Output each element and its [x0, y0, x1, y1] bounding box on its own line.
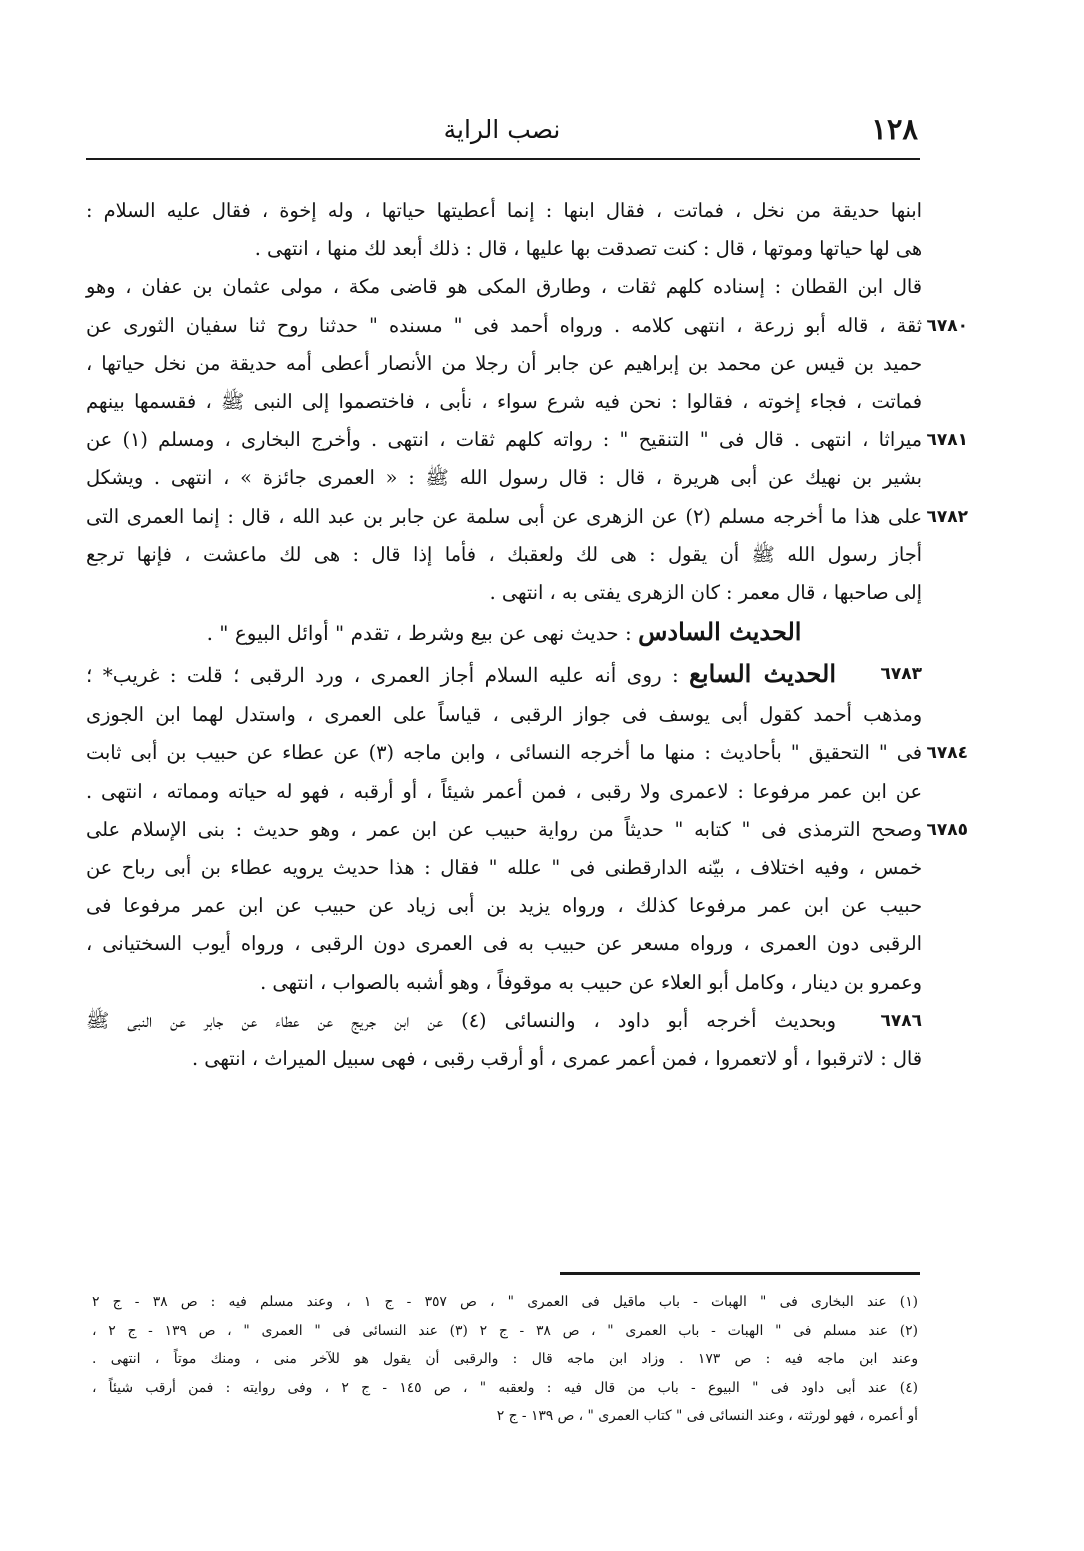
text-line: قال ابن القطان : إسناده كلهم ثقات ، وطارق المكى هو قاضى مكة ، مولى عثمان بن عفان ، وهو: [86, 275, 922, 299]
text-line: وعمرو بن دينار ، وكامل أبو العلاء عن حبيب به موقوفاً ، وهو أشبه بالصواب ، انتهى .: [260, 970, 922, 994]
text-line: ومذهب أحمد كقول أبى يوسف فى جواز الرقبى ، قياساً على العمرى ، واستدل لهما ابن الجوزى: [86, 703, 922, 727]
text-line: على هذا ما أخرجه مسلم (٢) عن الزهرى عن أبى سلمة عن جابر بن عبد الله ، قال : إنما العمرى التى: [86, 504, 922, 528]
main-text: [86, 192, 968, 1078]
footnotes: [92, 1288, 918, 1431]
text-line: بشير بن نهيك عن أبى هريرة ، قال : قال رسول الله ﷺ : « العمرى جائزة » ، انتهى . ويشكل: [86, 466, 922, 490]
hadith-number: ٦٧٨٠: [926, 315, 968, 336]
hadith-label: الحديث السابع: [689, 659, 836, 689]
text-line: ثقة ، قاله أبو زرعة ، انتهى كلامه . ورواه أحمد فى " مسنده " حدثنا روح ثنا سفيان الثورى عن: [86, 313, 922, 337]
footnote-divider: [560, 1272, 920, 1275]
hadith-number: ٦٧٨٤: [926, 743, 968, 764]
hadith-number: ٦٧٨٢: [926, 506, 968, 527]
text-line-with-number: [86, 498, 968, 536]
section-heading-7: الحديث السابع : روى أنه عليه السلام أجاز العمرى ، ورد الرقبى ؛ قلت : غريب* ؛: [86, 659, 836, 689]
text-line: قال : لاترقبوا ، أو لاتعمروا ، فمن أعمر عمرى ، أو أرقب رقبى ، فهى سبيل الميراث ، انتهى .: [192, 1047, 922, 1071]
hadith-label: الحديث السادس: [638, 617, 802, 647]
hadith-number: ٦٧٨٦: [880, 1010, 922, 1031]
text-line: الرقبى دون العمرى ، ورواه مسعر عن حبيب به فى العمرى دون الرقبى ، ورواه أيوب السختيانى ،: [86, 932, 922, 956]
text-line: خمس ، وفيه اختلاف ، بيّنه الدارقطنى فى " علله " فقال : هذا حديث يرويه عطاء بن أبى رباح عن: [86, 856, 922, 880]
text-line-with-number: [86, 811, 968, 849]
text-line: هى لها حياتها وموتها ، قال : كنت تصدقت بها عليها ، قال : ذلك أبعد لك منها ، انتهى .: [254, 237, 922, 261]
footnote-line: (٢) عند مسلم فى " الهبات - باب العمرى " ، ص ٣٨ - ج ٢ (٣) عند النسائى فى " العمرى " ، ص ١٣٩ - ج ٢ ،: [92, 1322, 918, 1339]
footnote-line: وعند ابن ماجه فيه : ص ١٧٣ . وزاد ابن ماجه قال : والرقبى أن يقول هو للآخر منى ، ومنك موتاً ، انتهى .: [92, 1351, 918, 1368]
running-title: نصب الراية: [443, 115, 561, 144]
text-line: إلى صاحبها ، قال معمر : كان الزهرى يفتى به ، انتهى .: [489, 581, 922, 605]
section-heading-6: الحديث السادس : حديث نهى عن بيع وشرط ، تقدم " أوائل البيوع " .: [206, 617, 802, 647]
text-line: فماتت ، فجاء إخوته ، فقالوا : نحن فيه شرع سواء ، نأبى ، فاختصموا إلى النبى ﷺ ، فقسمها بينهم: [86, 390, 922, 414]
hadith-number: ٦٧٨١: [926, 430, 968, 451]
text-line: وصحح الترمذى فى " كتابه " حديثاً من رواية حبيب عن ابن عمر ، وهو حديث : بنى الإسلام على: [86, 817, 922, 841]
footnote-line: أو أعمره ، فهو لورثته ، وعند النسائى فى " كتاب العمرى " ، ص ١٣٩ - ج ٢: [496, 1408, 918, 1425]
text-line-with-number: [86, 307, 968, 345]
text-line: فى " التحقيق " بأحاديث : منها ما أخرجه النسائى ، وابن ماجه (٣) عن عطاء عن حبيب بن أبى ثابت: [86, 741, 922, 765]
hadith-number: ٦٧٨٣: [880, 664, 922, 685]
text-line: ابنها حديقة من نخل ، فماتت ، فقال ابنها : إنما أعطيتها حياتها ، وله إخوة ، فقال عليه السلام :: [86, 199, 922, 222]
footnote-line: (٤) عند أبى داود فى " البيوع - باب من قال فيه : ولعقبه " ، ص ١٤٥ - ج ٢ ، وفى روايته : فمن أرقب شيئاً ،: [92, 1379, 918, 1396]
text-line: عن ابن عمر مرفوعا : لاعمرى ولا رقبى ، فمن أعمر شيئاً ، أو أرقبه ، فهو له حياته ومماته ، انتهى .: [86, 779, 922, 803]
page-number: ١٢٨: [871, 112, 918, 146]
page-header: [86, 112, 918, 156]
text-line: حبيب عن ابن عمر مرفوعا كذلك ، ورواه يزيد بن أبى زياد عن حبيب عن ابن عمر مرفوعا فى: [86, 894, 922, 918]
text-line-with-number: [86, 1002, 922, 1040]
text-line-with-number: [86, 653, 922, 696]
footnote-line: (١) عند البخارى فى " الهبات - باب ماقيل فى العمرى " ، ص ٣٥٧ - ج ١ ، وعند مسلم فيه : ص ٣٨ - ج ٢: [92, 1294, 919, 1310]
text-line-with-number: [86, 421, 968, 459]
header-divider: [86, 158, 920, 160]
text-line: حميد بن قيس عن محمد بن إبراهيم عن جابر أن رجلا من الأنصار أعطى أمه حديقة من نخل حياتها ،: [86, 351, 922, 375]
text-line-with-number: [86, 734, 968, 772]
text-line: ميراثا ، انتهى . قال فى " التنقيح " : رواته كلهم ثقات ، انتهى . وأخرج البخارى ، ومسلم (١) عن: [86, 428, 923, 452]
text-line: وبحديث أخرجه أبو داود ، والنسائى (٤) عن ابن جريج عن عطاء عن جابر عن النبى ﷺ: [86, 1008, 836, 1032]
hadith-number: ٦٧٨٥: [926, 819, 968, 840]
text-line: أجاز رسول الله ﷺ أن يقول : هى لك ولعقبك ، فأما إذا قال : هى لك ماعشت ، فإنها ترجع: [86, 542, 922, 566]
